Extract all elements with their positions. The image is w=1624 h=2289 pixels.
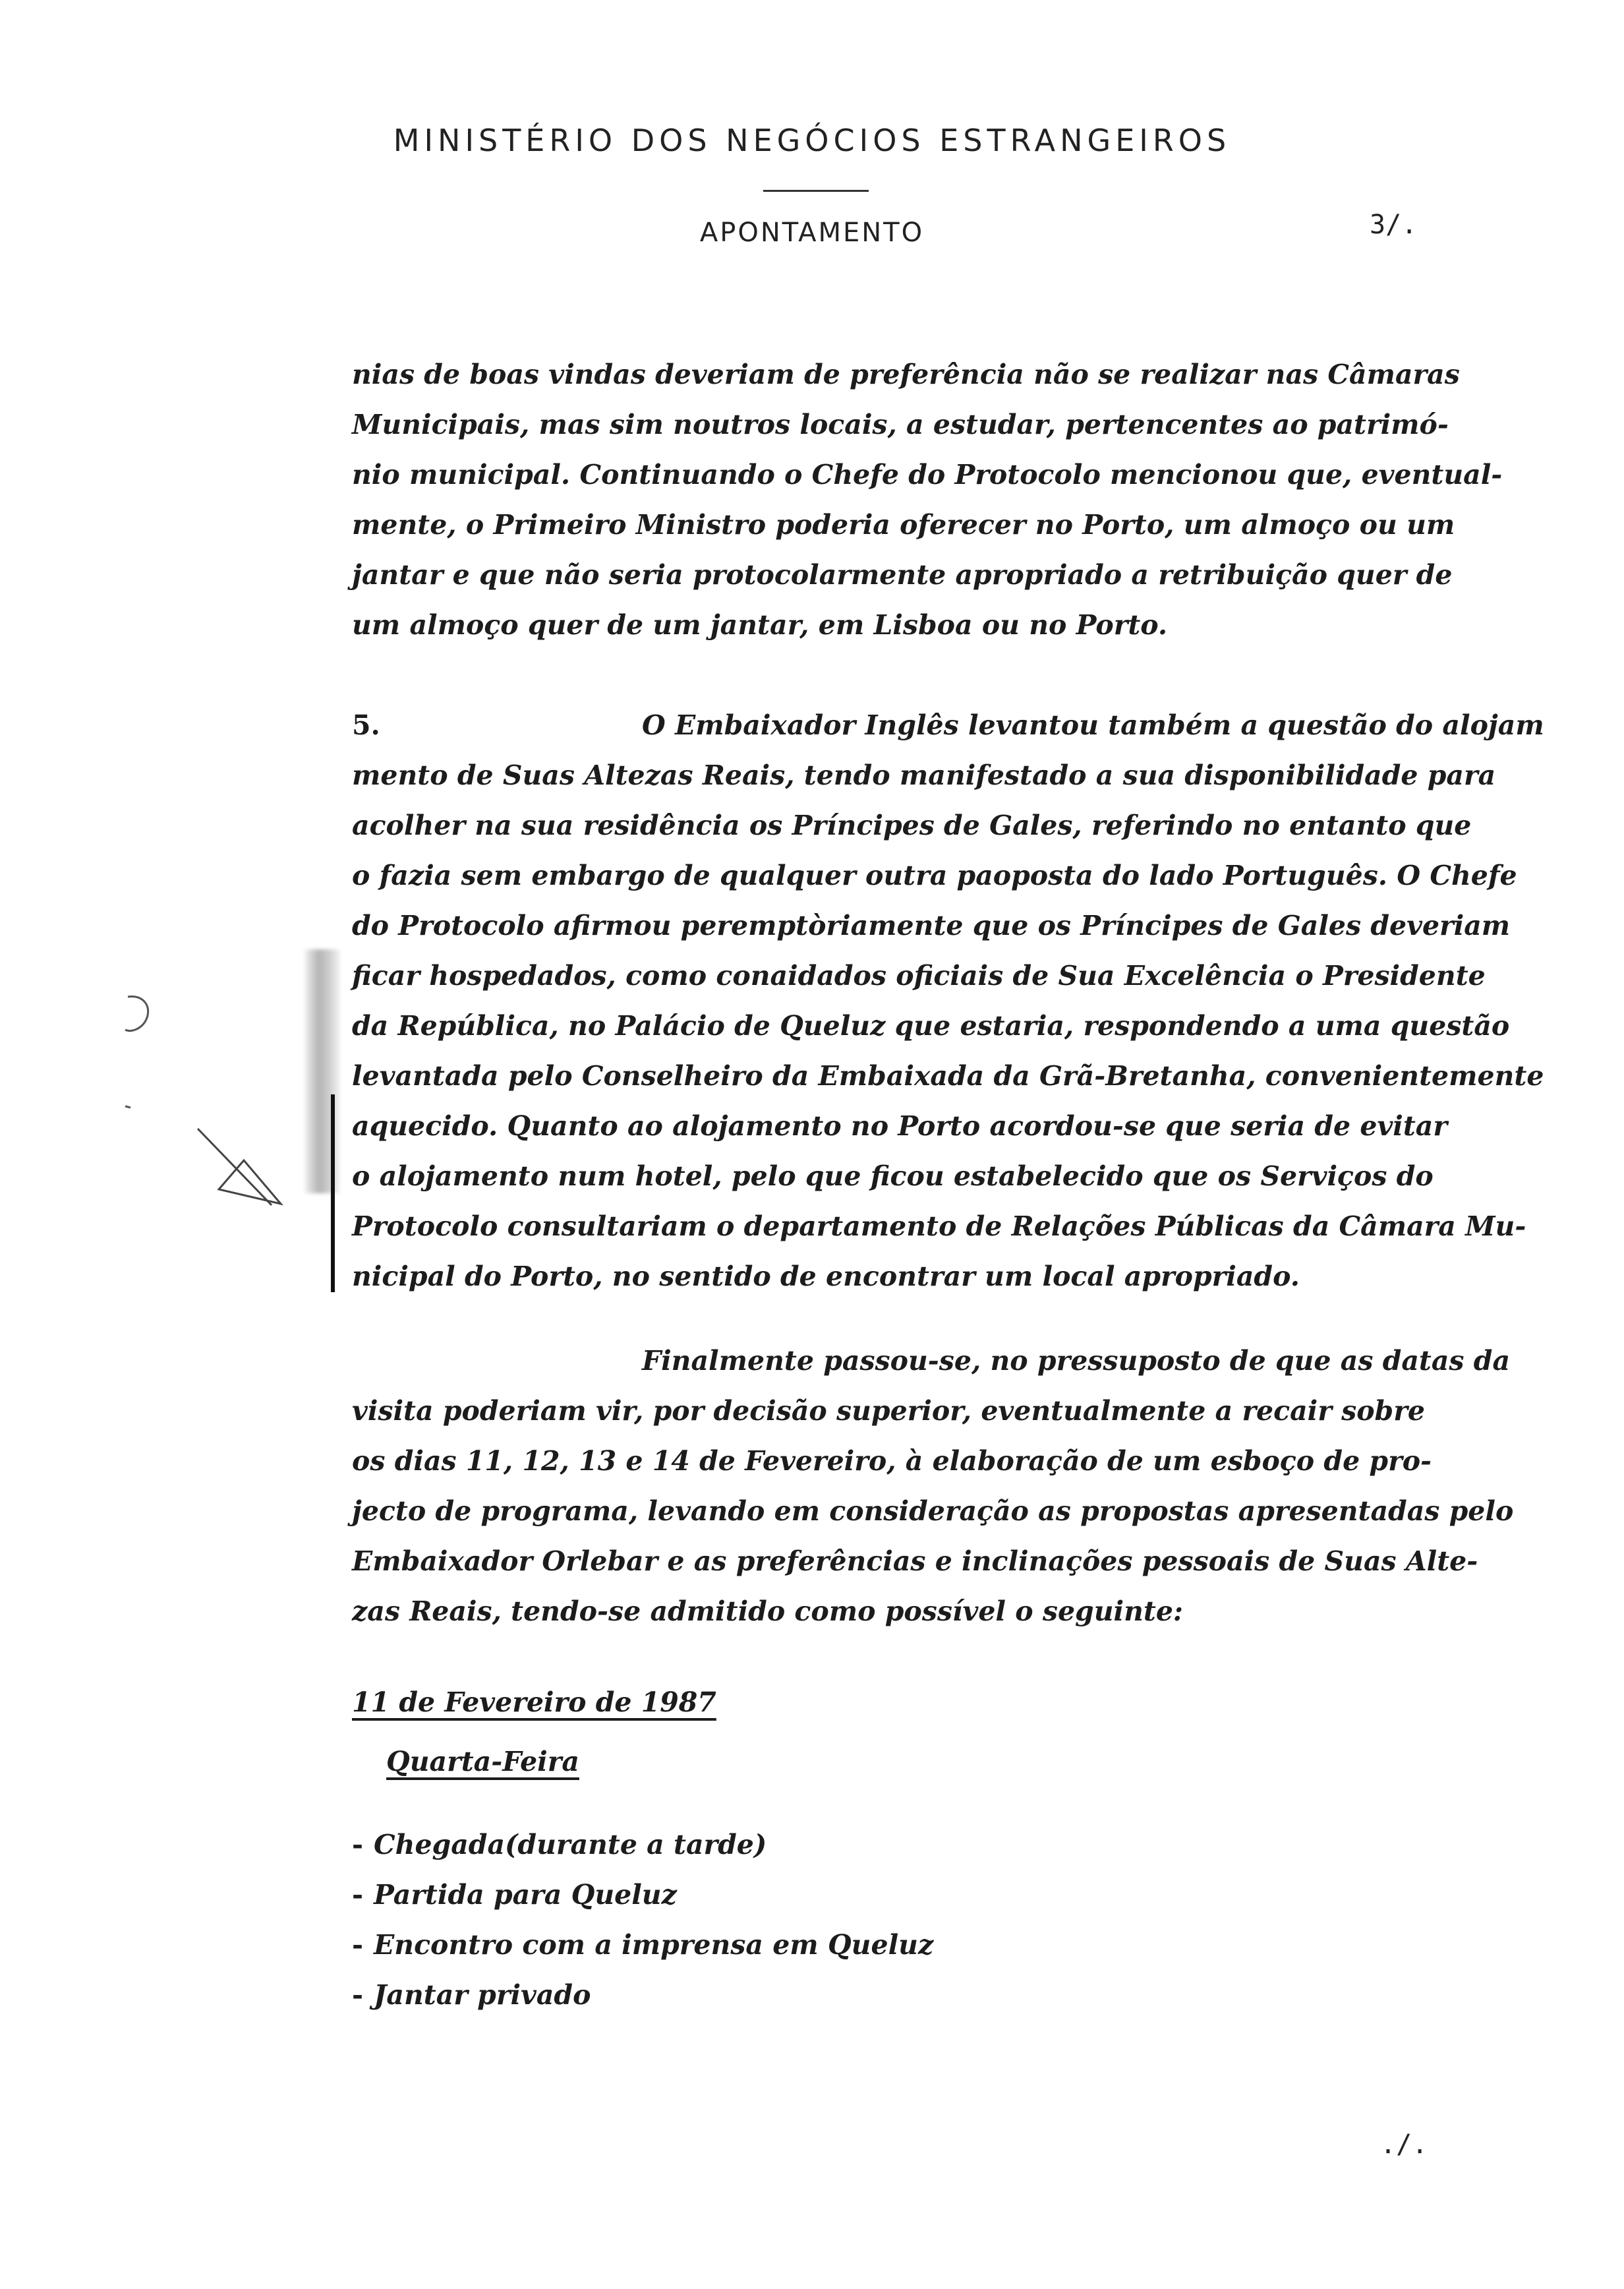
schedule-weekday-heading: Quarta-Feira [386, 1746, 579, 1777]
list-bullet: - [352, 1829, 364, 1860]
list-item-text: Jantar privado [374, 1979, 591, 2011]
paragraph-finalmente [352, 1336, 1578, 1636]
text-line [352, 700, 1578, 750]
list-bullet: - [352, 1929, 364, 1961]
text-line: visita poderiam vir, por decisão superior, eventualmente a recair sobre [352, 1395, 1425, 1427]
text-line: aquecido. Quanto ao alojamento no Porto acordou-se que seria de evitar [352, 1110, 1447, 1142]
text-line: mento de Suas Altezas Reais, tendo manifestado a sua disponibilidade para [352, 759, 1496, 791]
text-line: o fazia sem embargo de qualquer outra paoposta do lado Português. O Chefe [352, 860, 1517, 891]
text-line: Protocolo consultariam o departamento de Relações Públicas da Câmara Mu- [352, 1210, 1526, 1242]
list-bullet: - [352, 1879, 364, 1911]
paragraph-first-line: O Embaixador Inglês levantou também a questão do alojam [642, 709, 1544, 741]
text-line: o alojamento num hotel, pelo que ficou estabelecido que os Serviços do [352, 1160, 1434, 1192]
document-type-label: APONTAMENTO [699, 218, 925, 248]
list-item [352, 1870, 933, 1920]
text-line: nio municipal. Continuando o Chefe do Protocolo mencionou que, eventual- [352, 459, 1503, 490]
text-line: nicipal do Porto, no sentido de encontrar um local apropriado. [352, 1261, 1300, 1292]
text-line: nias de boas vindas deveriam de preferência não se realizar nas Câmaras [352, 359, 1460, 390]
text-line: os dias 11, 12, 13 e 14 de Fevereiro, à elaboração de um esboço de pro- [352, 1445, 1432, 1477]
ministry-header: MINISTÉRIO DOS NEGÓCIOS ESTRANGEIROS [393, 123, 1231, 158]
list-item [352, 1970, 933, 2020]
continued-mark: ./. [1380, 2129, 1428, 2160]
list-item [352, 1920, 933, 1970]
text-line [352, 1336, 1578, 1386]
page-number: 3/. [1370, 210, 1418, 240]
list-item-text: Partida para Queluz [374, 1879, 677, 1911]
pencil-annotation-icon [119, 989, 290, 1226]
paragraph-5 [352, 700, 1578, 1301]
text-line: jantar e que não seria protocolarmente apropriado a retribuição quer de [352, 559, 1453, 591]
header-divider [763, 190, 869, 192]
schedule-items [352, 1820, 933, 2020]
text-line: do Protocolo afirmou peremptòriamente que os Príncipes de Gales deveriam [352, 910, 1511, 941]
text-line: ficar hospedados, como conaidados oficiais de Sua Excelência o Presidente [352, 960, 1486, 992]
text-line: zas Reais, tendo-se admitido como possível o seguinte: [352, 1595, 1184, 1627]
paragraph-number: 5. [352, 709, 380, 741]
list-bullet: - [352, 1979, 364, 2011]
text-line: Municipais, mas sim noutros locais, a estudar, pertencentes ao patrimó- [352, 409, 1449, 440]
text-line: acolher na sua residência os Príncipes de Gales, referindo no entanto que [352, 810, 1472, 841]
text-line: mente, o Primeiro Ministro poderia oferecer no Porto, um almoço ou um [352, 509, 1455, 541]
margin-mark-bar [331, 1094, 335, 1292]
paragraph-first-line: Finalmente passou-se, no pressuposto de que as datas da [642, 1345, 1511, 1377]
text-line: da República, no Palácio de Queluz que estaria, respondendo a uma questão [352, 1010, 1510, 1042]
list-item [352, 1820, 933, 1870]
text-line: Embaixador Orlebar e as preferências e inclinações pessoais de Suas Alte- [352, 1545, 1478, 1577]
schedule-date-heading: 11 de Fevereiro de 1987 [352, 1686, 716, 1718]
paragraph-1 [352, 349, 1578, 650]
text-line: um almoço quer de um jantar, em Lisboa ou no Porto. [352, 609, 1168, 641]
list-item-text: Encontro com a imprensa em Queluz [374, 1929, 934, 1961]
text-line: levantada pelo Conselheiro da Embaixada da Grã-Bretanha, convenientemente [352, 1060, 1544, 1092]
text-line: jecto de programa, levando em consideração as propostas apresentadas pelo [352, 1495, 1514, 1527]
list-item-text: Chegada(durante a tarde) [374, 1829, 767, 1860]
